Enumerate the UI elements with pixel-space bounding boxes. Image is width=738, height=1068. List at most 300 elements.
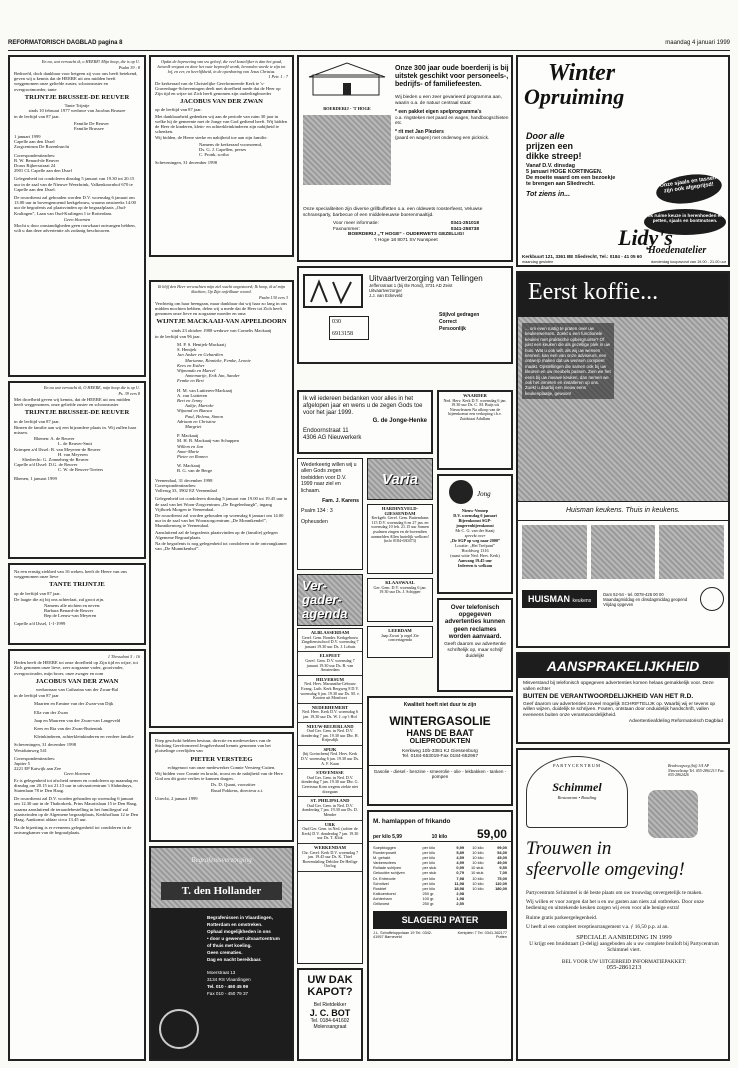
farm-logo (303, 61, 391, 181)
signer: C. Pronk, scriba (199, 152, 229, 158)
lidys-line: Vanaf D.V. dinsdag (526, 163, 576, 169)
leerdam-notice (367, 626, 433, 658)
tellingen-phone: 6913158 (332, 331, 353, 337)
product-name: Rosbief (373, 885, 387, 891)
bulk-qty: 10 kilo (472, 850, 484, 856)
hollander-logo-icon (159, 1009, 199, 1049)
church-place: WERKENDAM (314, 844, 346, 850)
address-line: Jupiter 5 (14, 761, 30, 767)
church-entry (298, 797, 362, 820)
age: in de leeftijd van 87 jaar (14, 693, 59, 699)
obituary-versteeg (149, 732, 294, 842)
tribute: Met dankbaarheid gedenken wij aan de periode van ruim 30 jaar in welke hij de gemeente met de Jonge van God gediend heeft. Wij bidden de Heer de kinderen, klein- en achterkleinkinderen zijn nabijheid te schenken. (155, 113, 288, 135)
ad-karens (297, 458, 363, 570)
signer: Krimpen a/d IJssel: B. van Meyeren-de Reuver (14, 446, 101, 452)
lidys-bubble-scarves: Onze sjaals en tassen zijn ook afgeprijsd! (654, 171, 723, 208)
ad-van-tellingen (297, 266, 513, 364)
product-name: Grillworst (373, 901, 390, 907)
sgp-speaks: spreekt over (464, 533, 486, 538)
church-entry (298, 652, 362, 675)
church-place: WAARDER (463, 393, 487, 398)
bulk-price: 110,00 (495, 880, 507, 886)
schimmel-address: Bredewegweg (bij) 3/4 AP Nieuwelsstsp Tel. 055-2861213 Fax. 055-2862426 (668, 764, 725, 778)
hollander-line: Ophaal mogelijkheden in ons (207, 929, 271, 934)
roof-title-2: KAPOT? (307, 986, 353, 998)
lidys-line: De moeite waard om een bezoekje (526, 175, 616, 181)
product-price: 5,89 (456, 850, 464, 856)
signer: Fam. J. Karens (322, 498, 359, 505)
schimmel-phone: 055-2861213 (606, 963, 642, 971)
family-line: Willem en Jan (177, 443, 204, 449)
product-unit: per stuk (422, 870, 437, 876)
gasolie-sub: OLIEPRODUKTEN (409, 738, 471, 745)
huisman-logo-text: HUISMAN (528, 594, 570, 604)
gasolie-phone: Tel. 0184-653019-Fax 0184-652967 (401, 754, 479, 759)
schimmel-ring: PARTYCENTRUM (552, 763, 602, 768)
vergader-agenda-banner (297, 574, 363, 626)
family-line: Wijnand en Bianca (177, 408, 212, 414)
product-unit: 250 gr. (422, 901, 435, 907)
tellingen-person: J.J. van Eckeveld (369, 293, 403, 298)
lidys-hours-late: donderdag koopavond van 19.00 - 21.00 uur (651, 260, 726, 264)
liability-sign: Advertentieafdeling Reformatorisch Dagblad (628, 718, 723, 724)
huisman-tagline: Huisman keukens. Thuis in keukens. (518, 501, 728, 521)
signer: L. de Reuver-Smit (58, 441, 92, 447)
intro: De kerkeraad van de Christelijke Gereformeerde Kerk te 's-Gravenhage-Scheveningen deelt met droefheid mede dat de Heer op Zijn tijd en wijze tot Zich heeft genomen zijn ouderlingbroeder (155, 80, 281, 96)
ad-rietdekker (297, 968, 363, 1061)
age: in de leeftijd van 96 jaar. (155, 333, 201, 339)
bulk-price: 9,50 (499, 865, 507, 871)
sgp-welcome: Iedereen is welkom (457, 563, 493, 568)
family-line: Wijmanda en Marcel (177, 368, 216, 374)
product-name: Dr. Entrecote (373, 875, 396, 881)
schimmel-sub: Restaurant • Bonding (557, 795, 597, 800)
service-info: De rouwdienst zal worden gehouden op woensdag 6 januari om 14.00 uur in de zaal van het Woonzorgcentrum „De Monnikendel”, Munnikenweg te Veenendaal. (155, 512, 284, 529)
family-line: A. van Luttteren (177, 392, 208, 398)
age: op de leeftijd van 87 jaar. (155, 107, 202, 113)
lidys-line: dikke streep! (526, 151, 582, 161)
church-details: Oud Ger. Gem. in Ned. D.V. donderdag 7 jan. 19.30 uur Dhr. H. Krijnsdijk (301, 728, 359, 743)
farm-fax-label: Faxnummer: (333, 226, 360, 232)
product-price: 11,98 (454, 880, 464, 886)
tellingen-address: Jeffersstraat 1 (bij Ilte Rond), 3731 AD Zeist (369, 283, 453, 288)
phone-notice-title: Over telefonisch opgegeven advertenties kunnen geen reclames worden aanvaard. (444, 604, 506, 640)
varia-banner (367, 458, 433, 500)
deceased-name: TRIJNTJE BRUSSEE-DE REUVER (24, 409, 130, 417)
greeting: Wederkeerig willen wij u allen Gods zegen toebidden voor D.V. 1999 naar ziel en lichaam. (301, 462, 357, 494)
date: 1 januari 1999 (14, 134, 41, 140)
vergader-title: Ver-gader-agenda (302, 578, 348, 621)
address-line: 4306 AG Nieuwerkerk (303, 435, 362, 442)
huisman-kitchen-photo (518, 317, 728, 501)
deceased-name: WIJNTJE MACKAAIJ-VAN APPELDOORN (156, 318, 287, 326)
remark: Bineen de familie aan wij een bijzondere plaats in. Wij zullen haar missen. (14, 424, 137, 436)
roof-name: J. C. BOT (309, 1008, 351, 1018)
page-header (8, 40, 730, 50)
family-line: Pieter en Romen (177, 454, 208, 460)
family-line: Kees en Ria van der Zwan-Buttenink (34, 726, 103, 732)
church-entry (298, 844, 362, 872)
home: Zorgcentrum De Rozenburcht (14, 144, 70, 150)
roof-sub: Bel Rietdekker (313, 1002, 347, 1008)
lidys-sale-title (524, 61, 624, 109)
spouse-note: echtgenoot van onze medewerker Connie Versteeg-Cuiten. (167, 764, 276, 770)
burial-info: Aansluitend zal de begrafenis plaatsvinden op de (familie) gelegen Algemene Begraafplaats. (155, 529, 278, 540)
church-place: HILVERSUM (316, 676, 344, 682)
butcher-offer-price: 59,00 (476, 827, 507, 841)
liability-text: Geef daarom uw advertenties zoveel mogelijk SCHRIFTELIJK op. Waarbij wij er tevens op willen wijzen, duidelijk te schrijven. Fouten, ontstaan door onduidelijk handschrift, vallen eveneens buiten onze verantwoordelijkheid. (523, 701, 716, 718)
farm-info-label: Voor meer informatie: (333, 221, 379, 227)
verse-ref: 1 Thessaloni 5 : 16 (107, 654, 140, 659)
family-line: W. Mackaaij (177, 463, 201, 469)
liability-emphasis: BUITEN DE VERANTWOORDELIJKHEID VAN HET R.D. (523, 693, 694, 701)
lidys-discount: 5 januari HOGE KORTINGEN. (526, 169, 603, 175)
bulk-qty: 10 stuk (470, 870, 484, 876)
verse: Ik blijf den Heer verwachten mijn ziel wacht ongestoord; Ik hoop, ik al mijn klachten, Op Zijn onfeilbaar woord. (157, 284, 286, 294)
schimmel-para: Partycentrum Schimmel is dé beste plaats om uw trouwdag onvergetelijk te maken. (526, 890, 703, 896)
product-name: Runderposeit (373, 850, 397, 856)
product-name: Achterham (373, 895, 392, 901)
corr-label: Correspondentieadres: (14, 755, 56, 761)
signer: Sliedrecht: G. Zonneberg-de Reuver (22, 457, 89, 463)
family-line: Kees en Esther (177, 362, 205, 368)
farm-body (395, 65, 509, 140)
hollander-line: of thuis met koeling. (207, 943, 252, 948)
butcher-address: J.L. Schuffeloppvlaan 19 Tel. 0342-41957 Barneveld (373, 931, 433, 940)
church-entry (298, 821, 362, 844)
nickname: Tante Trijntje (64, 103, 90, 109)
butcher-addresses (369, 931, 511, 939)
intro: Verdrietig om haar heengaan, maar dankbaar dat wij haar zo lang in ons midden mochten hebben, delen wij u mede dat de Heer tot Zich heeft genomen onze lieve en zorgzame moeder en oma (155, 300, 288, 317)
gasolie-tagline: Kwaliteit hoeft niet duur te zijn (403, 702, 477, 708)
ad-sgp-jongeren (437, 474, 513, 594)
signer: Familie Brussee (74, 125, 104, 131)
church-details: Ned. Herv. Maranatha-Gebouw Evang. Luth. Kerk Bergweg 8 D.V. woensdag 6 jan. 19.30 uur Ds. M. v. Kooten uit Monfoort (300, 681, 360, 701)
family-line: M. P. S. Hentjek-Mackaaij (177, 342, 226, 348)
tellingen-sub: Uitvaartverzorger (369, 288, 402, 293)
family-line: H. M. van Luttteren-Mackaaij (177, 387, 233, 393)
corr-label: Correspondentieadres: (14, 152, 56, 158)
butcher-offer-unit: per kilo 5,99 (373, 834, 402, 840)
schimmel-name: Schimmel (552, 780, 602, 794)
bulk-qty: 10 stuk (470, 865, 484, 871)
signer: G. de Jonge-Henke (372, 417, 427, 424)
church-details: Kerkgeb. Geref. Gem. Buitendams 115 D.V. woensdag 6 en 27 jan. en woensdag 10 feb. 21.15 uur Samen psalmen zingen en de bovendien aanmelden Allen hartelijk welkom! (info 0184-630473) (371, 515, 429, 544)
verse: En nu, wat verwacht ik, o HEERE! Mijn hoop, die is op U. (41, 59, 140, 64)
family-line: Ella van der Zwan (34, 709, 68, 715)
hollander-name: T. den Hollander (161, 882, 282, 900)
product-name: Soepbloggen (373, 845, 396, 850)
product-unit: per kilo (422, 855, 436, 861)
deceased-name: TANTE TRIJNTJE (49, 581, 105, 589)
schimmel-title-1: Trouwen in (526, 838, 612, 859)
sgp-speaker: Mr C. G. van der Staaij (455, 528, 495, 533)
product-unit: per kilo (422, 880, 436, 886)
schimmel-info: BEL VOOR UW UITGEBREID INFORMATIEPAKKET: (561, 958, 687, 965)
intro: Met droefheid geven wij kennis, dat de HEERE uit ons midden heeft weggenomen, onze geliefde zuster en schoonzuster (14, 397, 131, 408)
obituary-van-der-zwan-family (8, 649, 146, 1061)
product-unit: 250 gr. (422, 890, 435, 896)
church-details: Oud Ger. Gem. in Ned. D.V. donderdag 7 jan. 19.30 uur Ds. D. Mendre (302, 802, 358, 817)
signer: Ds. D. Quant, voorzitter (211, 782, 256, 788)
butcher-offer-qty: 10 kilo (431, 834, 448, 840)
date: Scheveningen, 31 december 1998 (155, 160, 217, 166)
sgp-topic: „De SGP op weg naar 2000” (449, 538, 501, 543)
product-unit: per kilo (422, 860, 436, 866)
gasolie-name: HANS DE BAAT (406, 728, 474, 738)
home: Westduinweg 541 (14, 747, 47, 753)
schimmel-title (526, 838, 685, 880)
church-details: Geref. Gem. D.V. woensdag 7 januari 19.30 uur Ds. B. van Amsterdam (305, 657, 355, 673)
farm-address: 't Hoge 18 8071 SV Nunspeet (374, 237, 438, 243)
tellingen-phone-area: 030 (332, 319, 341, 325)
huisman-logo (522, 590, 597, 608)
bulk-price (487, 901, 507, 906)
church-details: Chr. Geref. Kerk D.V. woensdag 7 jan. 19.45 uur Ds. K. Thiel Boerendaling Debiloe De Heilige Oorlog (301, 849, 359, 869)
kitchen-thumb (591, 525, 656, 579)
product-price: 9,99 (456, 845, 464, 850)
church-place: ALBLASSERDAM (310, 630, 350, 635)
intro: Na een ernstig ziekbed van 16 weken, heeft de Heere van ons weggenomen onze lieve (14, 569, 128, 580)
church-details: Oud Ger. Gem. in Ned. (achter de Kerk) D.V. donderdag 7 jan. 19.30 uur Ds. T. Klok (301, 826, 359, 841)
kitchen-thumb (522, 525, 587, 579)
no-flowers: Geen bloemen (63, 771, 91, 777)
church-entry (298, 769, 362, 797)
bulk-qty (468, 901, 484, 906)
schimmel-parking: Ruime gratis parkeergelegenheid. (526, 914, 598, 921)
obituary-mackaaij (149, 280, 294, 728)
widower-note: weduwnaar van Catharina van der Zwan-Bal (35, 687, 119, 693)
farm-bullet-sub: o.a. ringsteken met paard en wagen, handboogschieten etc. (395, 115, 509, 126)
bulk-qty: 10 kilo (472, 855, 484, 861)
church-details: Ger. Gem. D.V. woensdag 6 jan. 19.30 uur Ds. J. Schipper (373, 584, 427, 595)
family-line: Paul, Helena, Simon (185, 413, 224, 419)
hollander-photo (151, 848, 292, 908)
church-details: Geref. Gem. Bonder. Kerkgebouw Zingdienstschool D.V. woensdag 7 januari 19.30 uur Ds. J. Lohuis (301, 634, 359, 649)
obituary-kerkeraad (149, 55, 294, 257)
deceased-name: JACOBUS VAN DER ZWAN (35, 677, 119, 685)
family-line: Margriet (185, 424, 202, 430)
sgp-logo-text: Jong (477, 490, 491, 498)
product-unit: per kilo (422, 875, 436, 881)
signer: Barbara Benard-de Reuver (44, 608, 94, 614)
hollander-address: 3134 RS Vlaardingen (207, 977, 251, 982)
product-price: 7,98 (456, 875, 464, 881)
obituary-brussee-family (8, 55, 146, 377)
obituary-tante-trijntje (8, 563, 146, 645)
signer: Bep de Leeuw-van Meyeren (44, 613, 97, 619)
farm-footer (303, 207, 509, 244)
bulk-qty: 10 kilo (472, 880, 484, 886)
ad-partycentrum-schimmel (516, 748, 730, 1061)
signer: H. van Meyeren (58, 451, 88, 457)
lidys-hours (522, 260, 726, 264)
verse-ref: Psalm 134 : 3 (301, 508, 333, 515)
liability-title: AANSPRAKELIJKHEID (518, 654, 728, 678)
church-details: Jaap Zwart 'p orgel Zie concertagenda (381, 632, 419, 643)
church-entry (298, 723, 362, 746)
product-unit: per stuk (422, 865, 437, 871)
signer: Familie De Reuver (74, 120, 109, 126)
verse: En nu wat verwacht ik, O HEERE, mijn hoop die is op U. (43, 385, 140, 390)
deceased-name: TRIJNTJE BRUSSEE-DE REUVER (24, 93, 130, 101)
gasolie-products: Gasolie - diesel - benzine - smeerolie - olie - lekbakken - tanken - pompen (369, 765, 511, 779)
church-place: URK (324, 821, 336, 827)
church-place: NIEUW-BEIJERLAND (306, 723, 354, 729)
church-list (298, 629, 362, 872)
butcher-price-table (369, 842, 511, 909)
lidys-name: Lidy's (618, 225, 673, 250)
church-details: Oud Ger. Gem. in Ned. D.V. donderdag 7 jan. 19.30 uur Dhr. G. Geertsma Kom wegens ziekte niet doorgaan (301, 774, 359, 794)
bulk-price: 49,00 (497, 860, 507, 866)
family-line: B. G. van de Berge (177, 468, 213, 474)
prayer: Wij bidden voor Connie en kracht, troost en de nabijheid van de Here God om dit grote verlies te kunnen dragen. (155, 771, 283, 782)
sgp-place: Nieuw-Vennep (461, 508, 489, 513)
roof-street: Molensangraat (313, 1024, 347, 1030)
signer: Namens alle nichten en neven: (44, 603, 101, 609)
lidys-address: Kerkbuurt 121, 3361 BE Sliedrecht, Tel.: 0184 - 41 05 60 (522, 254, 642, 259)
family-line: Aaltje, Marieke (185, 403, 214, 409)
church-place: HARDINXVELD-GIESSENDAM (381, 506, 419, 516)
waarder-notice (437, 390, 513, 470)
notice: Mocht u door omstandigheden geen rouwkaart ontvangen hebben, wilt u dan deze advertentie als zodanig beschouwen. (14, 223, 136, 234)
family-line: P. Mackaaij (177, 433, 199, 439)
ad-huisman-keukens (516, 271, 730, 648)
sgp-location: Locatie: „Het Trefpunt” (454, 543, 495, 548)
signer: Ruud Pokkens, directeur a.i. (211, 787, 264, 793)
bulk-price: 180,00 (495, 885, 507, 891)
family-line: Jan Jasker en Gebardien (177, 352, 223, 358)
hollander-script: Begrafenisverzorging (191, 856, 252, 864)
huisman-footer (518, 583, 728, 615)
product-price: 2,50 (456, 901, 464, 907)
product-unit: per kilo (422, 845, 436, 850)
church-place: KLAASWAAL (385, 580, 415, 585)
ad-wintergasolie (367, 696, 513, 806)
tellingen-motto (439, 312, 479, 333)
farm-photo (303, 115, 391, 185)
product-price: 0,99 (456, 865, 464, 871)
kitchen-thumb (659, 525, 724, 579)
lidys-body (526, 131, 646, 198)
church-details: Ned. Herv. Kerk D.V. woensdag 6 jan. 19.30 uur Ds. W. J. op 't Hof (302, 709, 358, 719)
price-row (373, 901, 507, 906)
signer: Rhenen: A. de Reuver (34, 436, 75, 442)
bulk-qty: 10 kilo (472, 885, 484, 891)
greeting: Ik wil iedereen bedanken voor alles in het afgelopen jaar en wens u de zegen Gods toe voor het jaar 1999. (303, 396, 423, 417)
lidys-bubble-hats: Ook ruime keuze in herenhoeden en -petten, sjaals en bontmutsen. (644, 209, 726, 235)
family-line: Marianne, Rinnieke, Femke, Leonie (185, 357, 251, 363)
butcher-name: SLAGERIJ PATER (373, 911, 507, 929)
huisman-logo-sub: keukens (572, 598, 592, 604)
family-line: M. H. B. Mackaaij-van Schuppen (177, 438, 239, 444)
age: op de leeftijd van 87 jaar. (14, 590, 61, 596)
quality-seal-icon (700, 587, 724, 611)
bulk-price: 45,00 (497, 855, 507, 861)
farm-specials: Onze specialiteiten zijn diverse grillbuffetten o.a. een oldewets roosterfeest, Veluwse schransparty, barbecue of een middeleeuwse boerenmaaltijd. (303, 207, 483, 218)
hollander-line: • door u gewenst uitvaartcentrum (207, 936, 280, 941)
tellingen-logo-icon (303, 274, 363, 308)
schimmel-offer-text: U krijgt een bruidstaart (3-delig) aangeboden als u uw complete bruiloft bij Partycentrum Schimmel viert. (529, 941, 719, 954)
product-price: 1,98 (456, 895, 464, 901)
schimmel-logo (526, 756, 628, 828)
schimmel-arrangement: U heeft al een compleet receptiearrangement v.a. ƒ 16,50 p.p. al an. (526, 923, 669, 930)
address-line: Dorus Rijkersstraat 24 (14, 163, 56, 169)
church-entry (298, 676, 362, 704)
schimmel-title-2: sfeervolle omgeving! (526, 859, 685, 880)
widow-note: sinds 23 oktober 1988 weduwe van Cornelis Mackaaij (171, 327, 272, 333)
phone-notice-text: Geeft daarom uw advertentie schriftelijk op, maar schrijf duidelijk! (444, 642, 506, 660)
hardinxveld-notice (367, 504, 433, 574)
notice: Na de begrafenis is nog gelegenheid tot condoleren in de ontvangkamer van „De Munnikenhof”. (155, 540, 287, 552)
date: Capelle a/d IJssel, 1-1-1999 (14, 620, 66, 626)
hollander-phone: Tel. 010 - 460 45 99 (207, 984, 249, 989)
date: Veenendaal, 31 december 1998 (155, 477, 213, 483)
ad-boerderij-t-hoge (297, 55, 513, 262)
farm-slogan: BOERDERIJ „'T HOGE” - OUDERWETS GEZELLIG! (348, 232, 464, 238)
lidys-see-you: Tot ziens in... (526, 191, 571, 198)
sgp-date: D.V. woensdag 6 januari (453, 513, 497, 518)
address-line: B. W. Benard-de Reuver (14, 157, 60, 163)
hollander-line: Dag en nacht bereikbaar. (207, 957, 262, 962)
tellingen-title: Uitvaartverzorging van Tellingen (369, 274, 483, 283)
header-rule (8, 50, 730, 51)
hollander-address: Moerstraat 13 (207, 970, 236, 975)
farm-intro: Wij bieden u een zeer gevarieerd programma aan, waarin o.a. de natuur centraal staat: (395, 95, 502, 106)
page-date: maandag 4 januari 1999 (665, 40, 730, 46)
sgp-logo-icon (439, 476, 511, 508)
remark: De laagte die zij bij ons achterlaat, zal groot zijn. (14, 596, 105, 602)
schimmel-para: Wij willen er voor zorgen dat het u en uw gasten aan niets zal ontbreken. Door onze bediening en uitstekende keuken zorgen wij even voor alle benige extra! (526, 899, 704, 912)
intro: Heden heeft de HEERE tot onze droefheid op Zijn tijd en wijze, tot Zich genomen onze lieve, zeer zorgzame vader, grootvader, overgrootvader, mijn broer, onze zwager en oom (14, 660, 138, 676)
hollander-info (151, 908, 292, 1059)
signer: Ds. G. J. Capellen, preses (199, 146, 247, 152)
corr-label: Correspondentieadres: (155, 482, 197, 488)
intro: Diep geschokt hebben bestuur, directie en medewerkers van de Stichting Gereformeerd Jeugdverband kennis genomen van het plotselinge overlijden van (155, 738, 271, 754)
intro: Bedroefd, doch dankbaar voor hetgeen zij voor ons heeft betekend, geven wij u kennis dat de HEERE uit ons midden heeft weggenomen onze geliefde zuster, schoonzuster en overgrootmoeder, tante (14, 71, 138, 92)
bulk-qty: 10 kilo (472, 845, 484, 850)
farm-bullet: * rit met Jan Pleziers (395, 128, 444, 135)
lidys-sub: Hoedenatelier (648, 245, 707, 256)
bulk-price: 75,00 (497, 875, 507, 881)
product-name: Rollade schijven (373, 865, 402, 871)
notice: Na de bijzetting is er eveneens gelegenheid tot condoleren in de ontvangkamer van de begraafplaats. (14, 825, 132, 836)
schimmel-offer: SPECIALE AANBIEDING IN 1999 (576, 934, 672, 942)
huisman-title: Eerst koffie... (528, 279, 659, 305)
sgp-street: Hoofdweg 1316 (461, 548, 489, 553)
hollander-fax: Fax 010 - 450 79 37 (207, 991, 249, 996)
church-entry (298, 704, 362, 723)
tellingen-phone-box (329, 316, 369, 340)
product-price: 2,98 (456, 890, 464, 896)
family-line: Annemarije, Erik Jan, Sander (185, 373, 240, 379)
address-line: Vollerug 33, 3902 EZ Veenendaal (155, 488, 217, 494)
huisman-address: Dam 52-54 - tel. 0078-426 00 00 Maandagmiddag en dinsdagmiddag geopend Vrijdag opgeven (603, 591, 688, 607)
butcher-address: Kerkplein 7 Tel. 0341-362177 Putten (457, 931, 507, 940)
no-flowers: Geen bloemen (63, 216, 91, 222)
church-agenda (297, 628, 363, 964)
address-line: 2901 CL Capelle aan den IJssel (14, 168, 72, 174)
place: Capelle aan den IJssel (14, 139, 55, 145)
sgp-note: (naast witte Ned. Herv. Kerk) (450, 553, 500, 558)
verse-ref: Psalm 39 : 8 (118, 64, 140, 70)
family-list (155, 342, 288, 474)
condolence-info: Gelegenheid tot condoleren dinsdag 5 januari van 19.30 tot 20.15 uur in de zaal van de Nieuwe Weezbrink, Valkenkoornhof 670 te Capelle aan den IJssel. (14, 176, 135, 192)
date: Rhenen, 1 januari 1999 (14, 475, 57, 481)
verse-ref: Psalm 130 vers 3 (259, 294, 288, 300)
verse: Opdat de beproeving van uw geloof, die veel kostelijker is dan het goud, hetwelk vergaat en door het vuur beproefd wordt, bevonden worde te zijn tot lof, en eer, en heerlijkheid, in de openbaring van Jezus Christus. (157, 59, 286, 74)
farm-logo-text: BOERDERIJ - 'T HOGE (323, 106, 371, 111)
